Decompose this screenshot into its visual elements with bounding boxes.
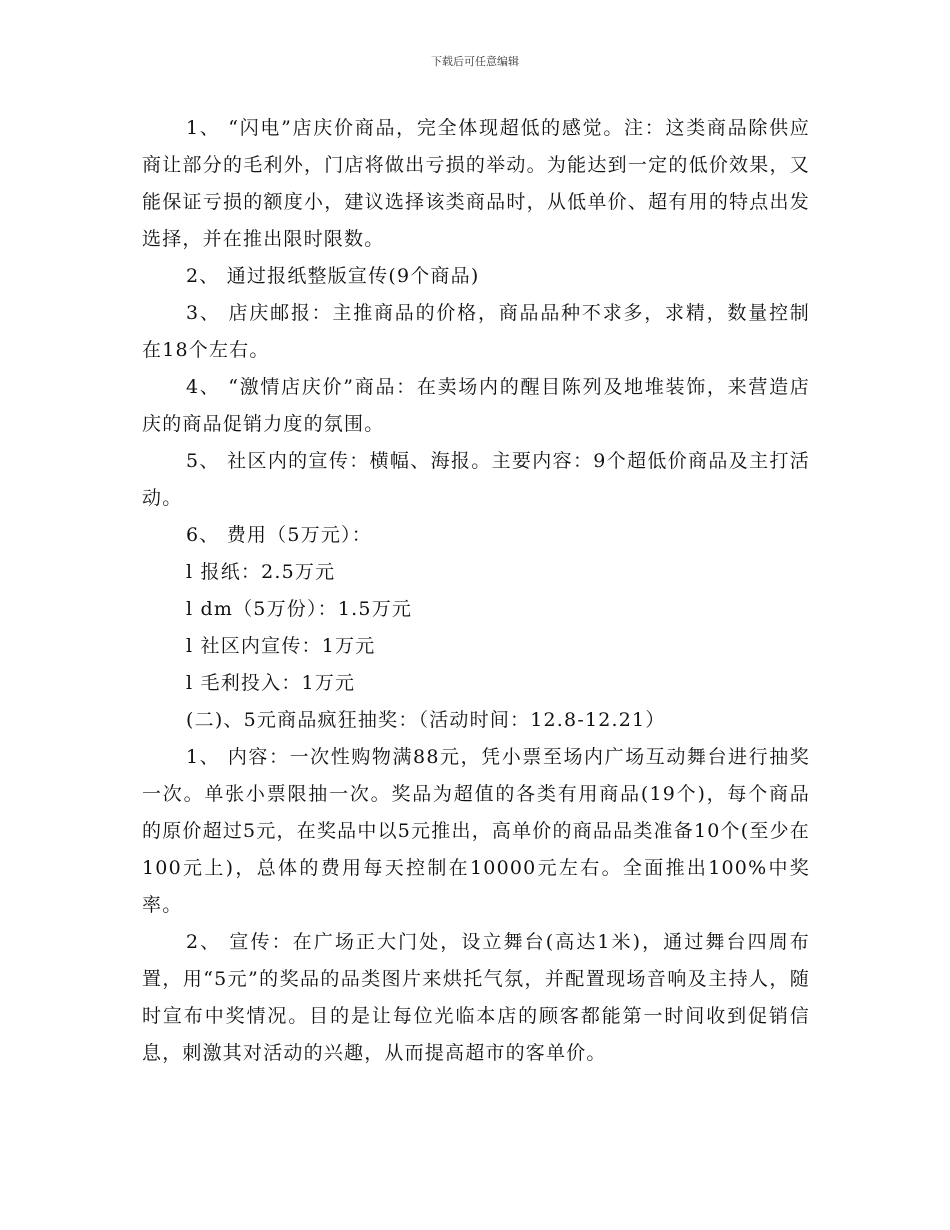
paragraph-community-promotion: 5、 社区内的宣传：横幅、海报。主要内容：9个超低价商品及主打活动。 — [142, 450, 810, 509]
cost-item-dm: l dm（5万份）：1.5万元 — [186, 598, 413, 620]
document-body — [142, 110, 810, 1072]
section-heading-lottery: (二)、5元商品疯狂抽奖：（活动时间：12.8-12.21） — [186, 709, 666, 731]
cost-item-margin: l 毛利投入：1万元 — [186, 672, 356, 694]
paragraph-lottery-content: 1、 内容：一次性购物满88元，凭小票至场内广场互动舞台进行抽奖一次。单张小票限抽一次。奖品为超值的各类有用商品(19个)，每个商品的原价超过5元，在奖品中以5元推出，高单价的商品品类准备10个(至少在100元上)，总体的费用每天控制在10000元左右。全面推出100%中奖率。 — [142, 746, 810, 916]
paragraph-cost-heading: 6、 费用（5万元）： — [186, 524, 372, 546]
cost-item-newspaper: l 报纸：2.5万元 — [186, 561, 336, 583]
paragraph-lottery-publicity: 2、 宣传：在广场正大门处，设立舞台(高达1米)，通过舞台四周布置，用“5元”的奖品的品类图片来烘托气氛，并配置现场音响及主持人，随时宣布中奖情况。目的是让每位光临本店的顾客都能第一时间收到促销信息，刺激其对活动的兴趣，从而提高超市的客单价。 — [142, 931, 810, 1064]
paragraph-passion-price-goods: 4、 “激情店庆价”商品：在卖场内的醒目陈列及地堆装饰，来营造店庆的商品促销力度的氛围。 — [142, 376, 810, 435]
cost-item-community: l 社区内宣传：1万元 — [186, 635, 376, 657]
paragraph-flash-price-goods: 1、 “闪电”店庆价商品，完全体现超低的感觉。注：这类商品除供应商让部分的毛利外，门店将做出亏损的举动。为能达到一定的低价效果，又能保证亏损的额度小，建议选择该类商品时，从低单价、超有用的特点出发选择，并在推出限时限数。 — [142, 117, 810, 250]
page-header-note: 下载后可任意编辑 — [431, 55, 519, 68]
paragraph-newspaper-ad: 2、 通过报纸整版宣传(9个商品) — [186, 265, 480, 287]
paragraph-anniversary-mailer: 3、 店庆邮报：主推商品的价格，商品品种不求多，求精，数量控制在18个左右。 — [142, 302, 810, 361]
